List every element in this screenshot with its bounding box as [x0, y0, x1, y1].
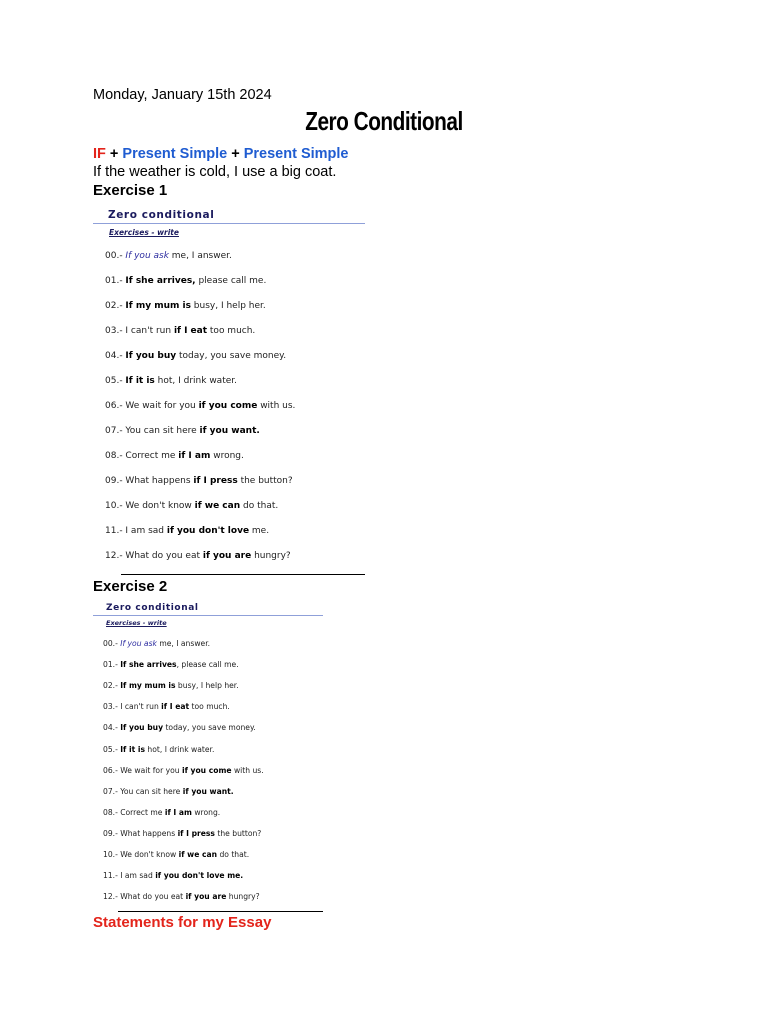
exercise-item [103, 745, 214, 754]
conditional-clause: if I press [193, 476, 238, 486]
item-text: please call me. [195, 276, 267, 286]
worksheet-title-rule [93, 615, 323, 616]
item-text: too much. [207, 326, 256, 336]
exercise-item [105, 476, 293, 486]
exercise-1-heading: Exercise 1 [93, 182, 168, 199]
exercise-item [105, 451, 244, 461]
item-text: with us. [231, 765, 264, 775]
item-text: 11.- I am sad [105, 526, 167, 536]
item-text: 01.- [105, 276, 126, 286]
item-text: 12.- What do you eat [105, 551, 203, 561]
date-line: Monday, January 15th 2024 [93, 87, 272, 103]
conditional-clause: If you buy [125, 351, 177, 361]
conditional-clause: if I am [178, 451, 211, 461]
worksheet-bottom-rule [118, 911, 323, 912]
conditional-clause: If she arrives, [125, 276, 196, 286]
conditional-clause: if you don't love me. [155, 871, 244, 881]
item-text: 02.- [105, 301, 126, 311]
item-text: 00.- [103, 639, 121, 648]
exercise-1-worksheet [93, 201, 365, 579]
item-text: the button? [237, 476, 293, 486]
item-text: do that. [217, 850, 250, 859]
conditional-clause: if you want. [182, 786, 234, 796]
exercise-item [103, 787, 234, 796]
worksheet-title: Zero conditional [106, 603, 199, 613]
exercise-item [103, 723, 256, 732]
item-text: me, I answer. [156, 639, 211, 648]
item-text: 02.- [103, 681, 121, 691]
page-title: Zero Conditional [305, 106, 463, 136]
item-text: busy, I help her. [175, 681, 239, 691]
formula-present-simple-1: Present Simple [122, 146, 228, 162]
worksheet-subtitle: Exercises - write [109, 228, 179, 237]
conditional-clause: if you don't love [166, 526, 250, 536]
item-text: 10.- We don't know [103, 850, 179, 859]
conditional-clause: if we can [178, 850, 218, 859]
worksheet-subtitle: Exercises - write [106, 619, 167, 627]
formula-plus-2: + [227, 146, 244, 162]
exercise-2-worksheet [93, 598, 323, 916]
item-text: 04.- [103, 723, 121, 733]
essay-heading: Statements for my Essay [93, 914, 272, 931]
conditional-clause: if you come [198, 401, 258, 411]
worksheet-title-rule [93, 223, 365, 224]
item-text: 01.- [103, 660, 121, 670]
exercise-item [103, 871, 243, 880]
item-text: 07.- You can sit here [105, 426, 200, 436]
item-text: me. [249, 526, 270, 536]
item-text: 08.- Correct me [105, 451, 179, 461]
conditional-clause: if I eat [161, 702, 190, 712]
item-text: today, you save money. [176, 351, 287, 361]
exercise-item [105, 526, 269, 536]
exercise-item [105, 426, 260, 436]
item-text: wrong. [210, 451, 244, 461]
item-text: do that. [240, 501, 279, 511]
item-text: today, you save money. [163, 723, 256, 733]
exercise-item [105, 551, 291, 561]
item-text: 09.- What happens [103, 828, 178, 838]
item-text: busy, I help her. [190, 301, 266, 311]
formula-if: IF [93, 146, 106, 162]
item-text: hot, I drink water. [145, 744, 215, 754]
conditional-clause: If it is [125, 376, 155, 386]
exercise-item [105, 351, 286, 361]
exercise-item [103, 829, 261, 838]
exercise-item [105, 401, 295, 411]
exercise-item [103, 892, 260, 901]
conditional-clause: if you want. [199, 426, 260, 436]
conditional-clause: If you buy [120, 723, 164, 733]
item-text: 11.- I am sad [103, 871, 156, 881]
exercise-item [103, 660, 239, 669]
conditional-clause: if I press [177, 828, 215, 838]
exercise-item [103, 766, 264, 775]
item-text: hot, I drink water. [154, 376, 238, 386]
item-text: 04.- [105, 351, 126, 361]
formula-plus-1: + [105, 146, 123, 162]
exercise-item [105, 326, 255, 336]
exercise-item [105, 501, 278, 511]
exercise-item [105, 276, 266, 286]
worksheet-bottom-rule [121, 574, 365, 575]
exercise-item [103, 702, 230, 711]
exercise-item [105, 301, 266, 311]
item-text: with us. [257, 401, 296, 411]
formula-present-simple-2: Present Simple [243, 146, 349, 162]
example-sentence: If the weather is cold, I use a big coat. [93, 164, 337, 180]
item-text: 05.- [105, 376, 126, 386]
exercise-item [103, 639, 210, 648]
item-text: me, I answer. [168, 251, 232, 261]
exercise-item [105, 251, 232, 261]
conditional-clause: If my mum is [125, 301, 191, 311]
conditional-clause: if I am [164, 807, 192, 817]
item-text: too much. [189, 702, 230, 712]
item-text: the button? [214, 828, 262, 838]
conditional-clause: if I eat [173, 326, 208, 336]
item-text: 08.- Correct me [103, 807, 165, 817]
item-text: 03.- I can't run [105, 326, 174, 336]
item-text: 10.- We don't know [105, 501, 195, 511]
exercise-item [103, 850, 249, 859]
conditional-clause: if we can [194, 501, 241, 511]
item-text: 05.- [103, 744, 121, 754]
formula-line [93, 146, 348, 162]
item-text: 06.- We wait for you [103, 765, 182, 775]
item-text: 06.- We wait for you [105, 401, 199, 411]
exercise-item [103, 681, 239, 690]
exercise-item [103, 808, 220, 817]
conditional-clause: If my mum is [120, 681, 176, 691]
worksheet-title: Zero conditional [108, 209, 215, 221]
conditional-clause: if you come [181, 765, 232, 775]
item-text: hungry? [251, 551, 291, 561]
item-text: wrong. [191, 807, 221, 817]
item-text: 07.- You can sit here [103, 786, 183, 796]
example-clause: If you ask [120, 639, 157, 648]
conditional-clause: If she arrives [120, 660, 177, 670]
exercise-2-heading: Exercise 2 [93, 578, 168, 595]
item-text: 12.- What do you eat [103, 892, 186, 902]
item-text: , please call me. [176, 660, 239, 670]
exercise-item [105, 376, 237, 386]
item-text: 03.- I can't run [103, 702, 162, 712]
conditional-clause: if you are [202, 551, 252, 561]
item-text: hungry? [226, 892, 260, 902]
example-clause: If you ask [125, 251, 169, 261]
conditional-clause: If it is [120, 744, 146, 754]
item-text: 00.- [105, 251, 126, 261]
item-text: 09.- What happens [105, 476, 194, 486]
conditional-clause: if you are [185, 892, 227, 902]
